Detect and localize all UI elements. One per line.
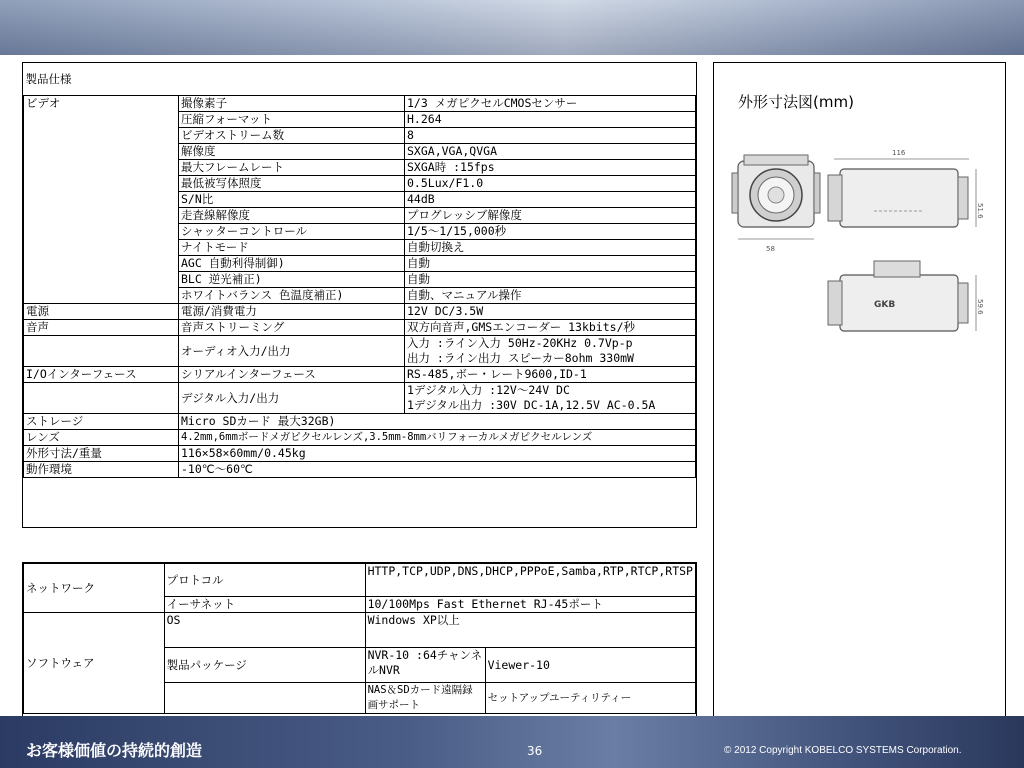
- height-dimension-label: 51.6: [976, 203, 984, 219]
- spec-item: ホワイトバランス 色温度補正): [179, 288, 405, 304]
- spec-row: [24, 176, 696, 192]
- spec-item: BLC 逆光補正): [179, 272, 405, 288]
- spec-row: [24, 272, 696, 288]
- camera-dimension-drawing: [724, 141, 994, 381]
- spec-row: [24, 160, 696, 176]
- camera-bottom-view: [828, 261, 976, 331]
- spec-row: [24, 128, 696, 144]
- network-table: [23, 563, 696, 714]
- spec-item: 走査線解像度: [179, 208, 405, 224]
- spec-value: SXGA時 :15fps: [405, 160, 696, 176]
- spec-cat: 電源: [24, 304, 179, 320]
- dimension-drawing-box: [713, 62, 1006, 724]
- spec-cat: [24, 176, 179, 192]
- camera-front-view: [732, 155, 820, 239]
- spec-cat: 動作環境: [24, 462, 179, 478]
- spec-value: 4.2mm,6mmボードメガピクセルレンズ,3.5mm-8mmバリフォーカルメガピクセルレンズ: [179, 430, 696, 446]
- spec-item: 音声ストリーミング: [179, 320, 405, 336]
- spec-cat: [24, 336, 179, 367]
- spec-row: [24, 112, 696, 128]
- spec-value: プログレッシブ解像度: [405, 208, 696, 224]
- footer-slogan: お客様価値の持続的創造: [26, 741, 203, 760]
- spec-value: 双方向音声,GMSエンコーダー 13kbits/秒: [405, 320, 696, 336]
- spec-cat: [24, 208, 179, 224]
- net-value: HTTP,TCP,UDP,DNS,DHCP,PPPoE,Samba,RTP,RTCP,RTSP: [365, 564, 695, 597]
- net-cat: ネットワーク: [24, 564, 165, 613]
- spec-value: [405, 336, 696, 367]
- spec-item: S/N比: [179, 192, 405, 208]
- spec-cat: [24, 256, 179, 272]
- spec-value: SXGA,VGA,QVGA: [405, 144, 696, 160]
- spec-cat: [24, 272, 179, 288]
- spec-value-line: 出力 :ライン出力 スピーカー8ohm 330mW: [407, 351, 634, 365]
- spec-value: 1/5～1/15,000秒: [405, 224, 696, 240]
- spec-value: 自動: [405, 256, 696, 272]
- side-height-dimension-label: 59.6: [976, 299, 984, 315]
- net-item: 製品パッケージ: [164, 648, 365, 683]
- spec-cat: ストレージ: [24, 414, 179, 430]
- spec-value: -10℃～60℃: [179, 462, 696, 478]
- spec-table-box: [22, 62, 697, 528]
- spec-item: 撮像素子: [179, 96, 405, 112]
- net-value: Viewer-10: [485, 648, 695, 683]
- spec-item: 解像度: [179, 144, 405, 160]
- spec-value: Micro SDカード 最大32GB): [179, 414, 696, 430]
- spec-value: 1/3 メガピクセルCMOSセンサー: [405, 96, 696, 112]
- spec-item: デジタル入力/出力: [179, 383, 405, 414]
- header-band: [0, 0, 1024, 55]
- spec-item: 電源/消費電力: [179, 304, 405, 320]
- spec-cat: [24, 160, 179, 176]
- spec-item: シリアルインターフェース: [179, 367, 405, 383]
- spec-row: [24, 224, 696, 240]
- spec-item: 圧縮フォーマット: [179, 112, 405, 128]
- depth-dimension-label: 58: [766, 245, 775, 253]
- spec-item: ナイトモード: [179, 240, 405, 256]
- spec-item: 最大フレームレート: [179, 160, 405, 176]
- net-item: [164, 683, 365, 714]
- camera-side-view: [828, 159, 976, 227]
- spec-row: [24, 192, 696, 208]
- spec-cat: [24, 288, 179, 304]
- spec-value: 自動: [405, 272, 696, 288]
- net-value: NVR-10 :64チャンネルNVR: [365, 648, 485, 683]
- spec-value-line: 1デジタル出力 :30V DC-1A,12.5V AC-0.5A: [407, 398, 656, 412]
- net-cat: ソフトウェア: [24, 613, 165, 714]
- net-value: 10/100Mps Fast Ethernet RJ-45ポート: [365, 597, 695, 613]
- spec-cat: [24, 128, 179, 144]
- spec-value: H.264: [405, 112, 696, 128]
- spec-value: 8: [405, 128, 696, 144]
- spec-value: [405, 383, 696, 414]
- spec-row: [24, 256, 696, 272]
- spec-item: AGC 自動利得制御): [179, 256, 405, 272]
- spec-row: [24, 208, 696, 224]
- spec-cat: 外形寸法/重量: [24, 446, 179, 462]
- spec-value: 0.5Lux/F1.0: [405, 176, 696, 192]
- spec-cat: [24, 240, 179, 256]
- spec-value: 自動切換え: [405, 240, 696, 256]
- spec-cat: [24, 192, 179, 208]
- spec-table: [23, 63, 696, 478]
- spec-value-line: 1デジタル入力 :12V～24V DC: [407, 383, 570, 397]
- net-value: セットアップユーティリティー: [485, 683, 695, 714]
- spec-row: [24, 144, 696, 160]
- spec-title: 製品仕様: [24, 63, 696, 96]
- spec-value: RS-485,ボー・レート9600,ID-1: [405, 367, 696, 383]
- spec-value: 12V DC/3.5W: [405, 304, 696, 320]
- spec-item: オーディオ入力/出力: [179, 336, 405, 367]
- width-dimension-label: 116: [892, 149, 906, 157]
- spec-item: ビデオストリーム数: [179, 128, 405, 144]
- spec-cat: [24, 383, 179, 414]
- page-number: 36: [527, 744, 543, 758]
- spec-item: 最低被写体照度: [179, 176, 405, 192]
- spec-value: 116×58×60mm/0.45kg: [179, 446, 696, 462]
- net-item: イーサネット: [164, 597, 365, 613]
- spec-value-line: 入力 :ライン入力 50Hz-20KHz 0.7Vp-p: [407, 336, 633, 350]
- spec-cat: [24, 224, 179, 240]
- spec-value: 44dB: [405, 192, 696, 208]
- net-value: NAS＆SDカード遠隔録画サポート: [365, 683, 485, 714]
- spec-row: [24, 304, 696, 320]
- network-table-box: [22, 562, 697, 724]
- spec-item: シャッターコントロール: [179, 224, 405, 240]
- spec-row: [24, 96, 696, 112]
- spec-cat: [24, 144, 179, 160]
- net-value: Windows XP以上: [365, 613, 695, 648]
- spec-cat: I/Oインターフェース: [24, 367, 179, 383]
- net-item: プロトコル: [164, 564, 365, 597]
- spec-cat: ビデオ: [24, 96, 179, 112]
- spec-row: [24, 240, 696, 256]
- spec-cat: [24, 112, 179, 128]
- spec-row: [24, 288, 696, 304]
- spec-row: [24, 320, 696, 336]
- spec-value: 自動、マニュアル操作: [405, 288, 696, 304]
- copyright-notice: © 2012 Copyright KOBELCO SYSTEMS Corporation.: [724, 745, 962, 756]
- camera-logo-text: GKB: [874, 300, 896, 310]
- spec-cat: レンズ: [24, 430, 179, 446]
- net-item: OS: [164, 613, 365, 648]
- spec-cat: 音声: [24, 320, 179, 336]
- dimension-title: 外形寸法図(mm): [738, 93, 854, 111]
